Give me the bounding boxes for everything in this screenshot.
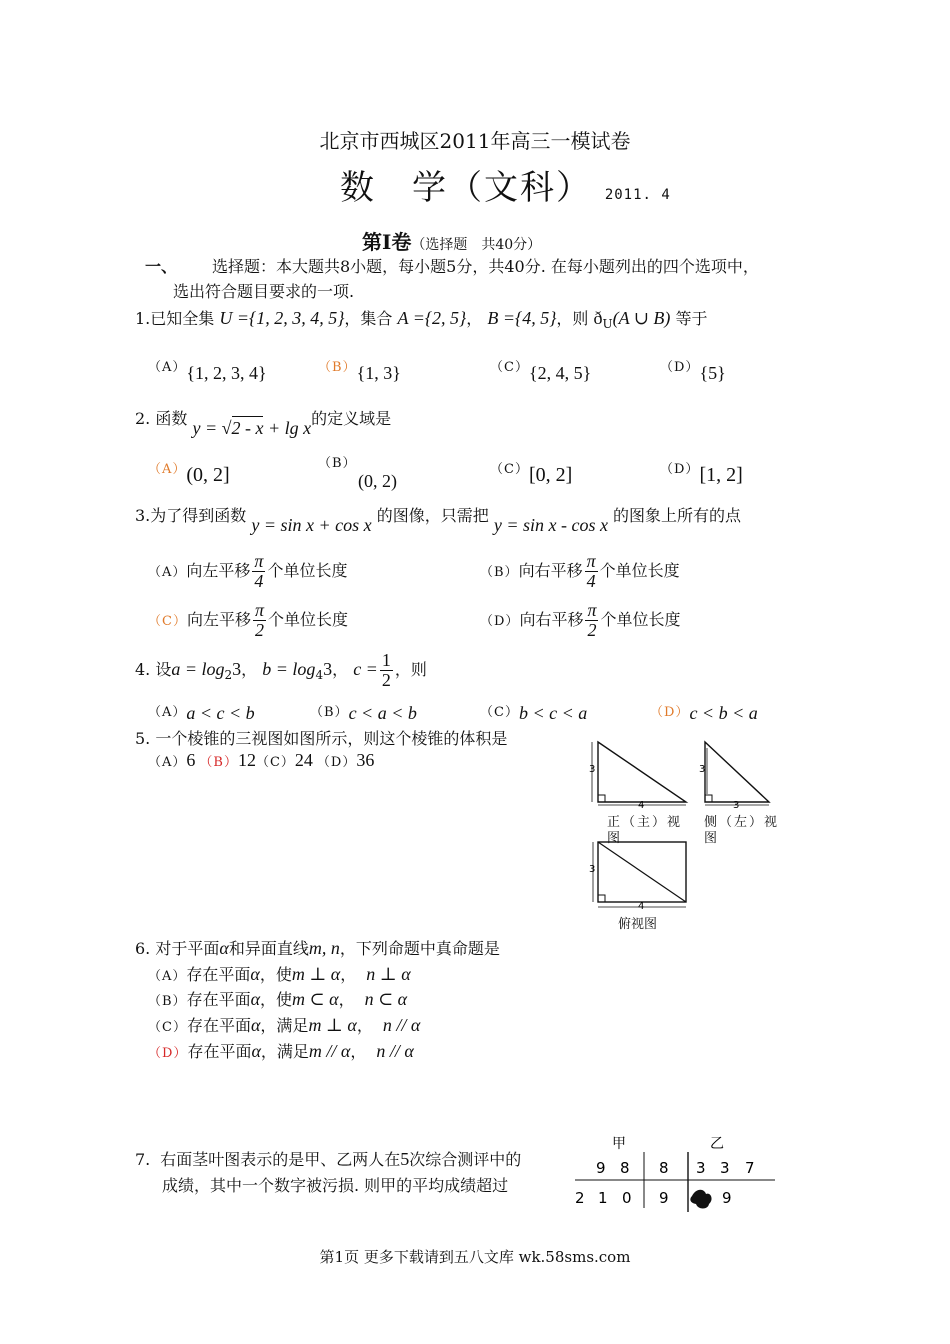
option-text2: ，满足 [260, 1042, 309, 1061]
option-value: {2, 4, 5} [528, 363, 592, 383]
option-expr-1: m ⊥ α [308, 1015, 357, 1035]
q5-option-c-label[interactable]: （C） [255, 755, 295, 770]
option-label: （C） [490, 462, 529, 477]
option-value: b < c < a [518, 703, 588, 723]
leaf-left: 9 [596, 1159, 606, 1177]
instructions-line2: 选出符合题目要求的一项. [173, 282, 355, 301]
option-text: 存在平面 [186, 990, 251, 1009]
q2-fx-b: 2 - x [231, 418, 264, 438]
leaf-right: 9 [722, 1189, 732, 1207]
q4-option-d[interactable] [650, 700, 758, 721]
q5-option-a-value[interactable]: 6 [186, 750, 196, 770]
option-expr-2: n // α [376, 1041, 414, 1061]
q4-b-arg: 3 [323, 658, 333, 679]
front-view-height: 3 [589, 764, 596, 775]
q1-option-d[interactable] [660, 355, 726, 383]
option-alpha: α [250, 989, 261, 1009]
q3-option-c[interactable] [148, 601, 348, 640]
q2-text2: 的定义域是 [311, 409, 392, 428]
option-text2: 个单位长度 [267, 560, 348, 580]
instructions-number: 一、 [145, 257, 178, 276]
q4-option-c[interactable] [480, 700, 587, 721]
question-2 [135, 406, 392, 438]
page-footer: 第1页 更多下载请到五八文库 wk.58sms.com [319, 1248, 631, 1266]
question-1 [135, 306, 708, 331]
leaf-left: 2 [575, 1189, 585, 1207]
q3-function-2: y = sin x - cos x [493, 515, 608, 535]
section-note: （选择题 共40分） [411, 237, 542, 253]
ink-blot-icon [690, 1190, 711, 1209]
stem-leaf-right-title: 乙 [710, 1136, 724, 1152]
option-text: 存在平面 [186, 1016, 251, 1035]
option-fraction [585, 552, 598, 591]
top-view [589, 842, 686, 912]
q4-sep1: ， [241, 659, 258, 679]
q4-option-a[interactable] [148, 700, 255, 721]
q5-option-d-value[interactable]: 36 [356, 750, 375, 770]
option-alpha: α [250, 1015, 261, 1035]
option-text2: 个单位长度 [268, 609, 349, 629]
q4-b-base: 4 [315, 668, 324, 683]
q4-a: a = log [171, 658, 225, 679]
q4-option-b[interactable] [310, 700, 417, 721]
q4-sep2: ， [332, 659, 349, 679]
option-label: （B） [148, 994, 187, 1009]
leaf-right: 3 [696, 1159, 706, 1177]
top-view-diagonal [598, 842, 686, 902]
option-label: （C） [148, 613, 187, 629]
q5-option-a-label[interactable]: （A） [148, 755, 187, 770]
instructions-line1: 选择题：本大题共8小题，每小题5分，共40分. 在每小题列出的四个选项中， [212, 257, 759, 276]
q1-text: 已知全集 [150, 309, 215, 328]
option-text: 存在平面 [186, 965, 251, 984]
section-title: 第Ⅰ卷 [362, 230, 412, 254]
numerator: 1 [381, 650, 391, 670]
front-view-label: 正（主）视图 [607, 815, 683, 846]
option-value: {5} [699, 363, 726, 383]
option-expr-2: n ⊂ α [364, 989, 408, 1009]
q1-complement-sub: U [602, 317, 613, 332]
stem: 8 [659, 1159, 669, 1177]
option-label: （B） [318, 360, 357, 375]
question-7 [135, 1147, 521, 1170]
option-value: c < a < b [348, 703, 417, 723]
option-value: (0, 2) [358, 471, 397, 491]
option-text2: 个单位长度 [599, 560, 680, 580]
stem-leaf-left-title: 甲 [612, 1136, 626, 1152]
denominator: 4 [254, 570, 264, 591]
question-5 [135, 726, 507, 749]
q1-text4: ，则 [556, 309, 589, 328]
option-text: 存在平面 [187, 1042, 252, 1061]
option-expr-1: m ⊂ α [292, 989, 339, 1009]
q1-set-a: A ={2, 5} [397, 308, 467, 328]
option-text2: ，使 [259, 965, 292, 984]
q2-fx-a: y = [192, 418, 218, 438]
q5-option-b-label[interactable]: （B） [199, 755, 238, 770]
option-label: （A） [148, 705, 187, 720]
q5-option-c-value[interactable]: 24 [294, 750, 313, 770]
q7-number: 7. [135, 1150, 151, 1169]
q2-option-c[interactable] [490, 456, 573, 486]
option-expr-1: m ⊥ α [291, 964, 341, 984]
q1-set-u: U ={1, 2, 3, 4, 5} [219, 308, 345, 328]
leaf-left: 1 [598, 1189, 608, 1207]
q6-text2: 和异面直线 [228, 939, 309, 958]
option-label: （B） [318, 456, 357, 471]
q1-union: (A ∪ B) [612, 308, 671, 328]
q4-b: b = log [262, 658, 316, 679]
q7-text: 右面茎叶图表示的是甲、乙两人在 [160, 1150, 401, 1169]
q3-option-d[interactable] [480, 601, 681, 640]
leaf-left: 0 [622, 1189, 632, 1207]
subject-title [340, 160, 671, 209]
leaf-left: 8 [620, 1159, 630, 1177]
q2-fx-c: + lg x [267, 418, 312, 438]
option-label: （D） [660, 462, 700, 477]
q6-number: 6. [135, 939, 151, 958]
q6-mn: m, n [308, 938, 340, 958]
q6-alpha: α [219, 938, 229, 958]
option-label: （D） [660, 360, 700, 375]
q4-c: c = [353, 658, 378, 679]
option-sep: ， [340, 965, 357, 984]
option-sep: ， [338, 990, 355, 1009]
option-text2: ，满足 [260, 1016, 309, 1035]
q1-option-b[interactable] [318, 355, 401, 383]
q7-five: 5 [400, 1149, 410, 1169]
denominator: 2 [381, 669, 391, 690]
option-alpha: α [251, 1041, 261, 1061]
q1-text5: 等于 [675, 309, 708, 328]
stem: 9 [659, 1189, 669, 1207]
q1-option-c[interactable] [490, 355, 592, 383]
q6-option-a[interactable] [148, 962, 411, 985]
front-view [589, 742, 686, 811]
numerator: π [586, 551, 596, 571]
side-view-right-angle [705, 795, 712, 802]
denominator: 2 [254, 619, 264, 640]
side-view-height: 3 [699, 764, 706, 775]
q5-number: 5. [135, 729, 151, 748]
q3-option-a[interactable] [148, 552, 347, 591]
page-title: 北京市西城区2011年高三一模试卷 [319, 129, 631, 153]
q7-line2: 成绩，其中一个数字被污损. 则甲的平均成绩超过 [162, 1176, 509, 1195]
q1-number: 1. [135, 309, 151, 328]
option-text: 向左平移 [186, 609, 251, 629]
option-label: （A） [148, 564, 187, 580]
q1-set-b: B ={4, 5} [487, 308, 557, 328]
q7-text2: 次综合测评中的 [409, 1150, 522, 1169]
q4-a-base: 2 [224, 668, 233, 683]
option-value: {1, 3} [356, 363, 401, 383]
option-fraction [252, 552, 265, 591]
question-3 [135, 503, 742, 535]
option-text: 向右平移 [518, 560, 583, 580]
q6-option-c[interactable] [148, 1013, 420, 1036]
option-expr-2: n ⊥ α [366, 964, 411, 984]
side-view-triangle [705, 742, 769, 802]
q3-number: 3. [135, 506, 151, 525]
option-fraction [253, 601, 266, 640]
q4-c-fraction [380, 651, 393, 690]
top-view-height: 3 [589, 864, 596, 875]
option-label: （A） [148, 969, 187, 984]
q1-text3: ， [466, 309, 483, 328]
option-value: c < b < a [689, 703, 758, 723]
option-label: （D） [480, 613, 520, 629]
q2-function: y = √2 - x + lg x [192, 418, 312, 438]
option-value: [0, 2] [528, 464, 573, 486]
denominator: 2 [587, 619, 597, 640]
option-alpha: α [250, 964, 260, 984]
q3-text2: 的图像，只需把 [376, 506, 489, 525]
question-6 [135, 936, 500, 959]
option-label: （C） [480, 705, 519, 720]
option-value: [1, 2] [699, 464, 743, 486]
numerator: π [587, 600, 597, 620]
q2-option-b[interactable] [318, 452, 397, 492]
leaf-right: 3 [720, 1159, 730, 1177]
question-4 [135, 651, 427, 690]
q2-text: 函数 [155, 409, 188, 428]
q5-options [148, 750, 374, 771]
q5-option-b-value[interactable]: 12 [237, 750, 256, 770]
numerator: π [254, 600, 264, 620]
option-label: （C） [490, 360, 529, 375]
stem-leaf-plot [570, 1130, 780, 1215]
q2-option-a[interactable] [148, 456, 230, 486]
q3-text: 为了得到函数 [150, 506, 247, 525]
q6-option-d[interactable] [148, 1039, 414, 1062]
side-view-label: 侧（左）视图 [704, 815, 780, 846]
q1-option-a[interactable] [148, 355, 267, 383]
front-view-triangle [598, 742, 686, 802]
side-view-width: 3 [733, 800, 740, 811]
q4-number: 4. [135, 659, 151, 679]
option-text2: ，使 [260, 990, 293, 1009]
option-expr-2: n // α [382, 1015, 421, 1035]
option-text: 向左平移 [186, 560, 251, 580]
option-value: (0, 2] [186, 464, 230, 486]
option-label: （D） [148, 1046, 188, 1061]
side-view [699, 742, 769, 811]
leaf-right: 7 [745, 1159, 755, 1177]
q4-a-arg: 3 [232, 658, 242, 679]
section-heading [362, 226, 541, 255]
top-view-right-angle [598, 895, 605, 902]
front-view-right-angle [598, 795, 605, 802]
top-view-width: 4 [638, 901, 645, 912]
subject-text: 数 学（文科） [340, 168, 592, 208]
q5-option-d-label[interactable]: （D） [316, 755, 357, 770]
option-value: a < c < b [186, 703, 255, 723]
front-view-width: 4 [638, 800, 645, 811]
option-label: （C） [148, 1020, 187, 1035]
q3-text3: 的图象上所有的点 [613, 506, 742, 525]
option-sep: ， [350, 1042, 367, 1061]
option-text: 向右平移 [519, 609, 584, 629]
q4-text2: ，则 [394, 659, 427, 679]
q5-text: 一个棱锥的三视图如图所示，则这个棱锥的体积是 [155, 729, 508, 748]
q2-number: 2. [135, 409, 151, 428]
q6-text: 对于平面 [155, 939, 220, 958]
q3-function-1: y = sin x + cos x [251, 515, 372, 535]
q4-text: 设 [155, 659, 172, 679]
q1-text2: ，集合 [344, 309, 393, 328]
option-text2: 个单位长度 [600, 609, 681, 629]
option-label: （A） [148, 462, 187, 477]
option-label: （B） [480, 564, 519, 580]
option-sep: ， [356, 1016, 373, 1035]
top-view-label: 俯视图 [618, 917, 658, 932]
exam-date: 2011. 4 [604, 187, 671, 203]
q3-option-b[interactable] [480, 552, 680, 591]
option-expr-1: m // α [308, 1041, 351, 1061]
option-fraction [585, 601, 598, 640]
option-value: {1, 2, 3, 4} [186, 363, 267, 383]
option-label: （D） [650, 705, 690, 720]
numerator: π [254, 551, 264, 571]
option-label: （B） [310, 705, 349, 720]
q2-option-d[interactable] [660, 456, 743, 486]
q6-option-b[interactable] [148, 987, 407, 1010]
option-label: （A） [148, 360, 187, 375]
denominator: 4 [586, 570, 596, 591]
q1-complement-symbol: ð [593, 308, 603, 328]
q6-text3: ，下列命题中真命题是 [339, 939, 500, 958]
